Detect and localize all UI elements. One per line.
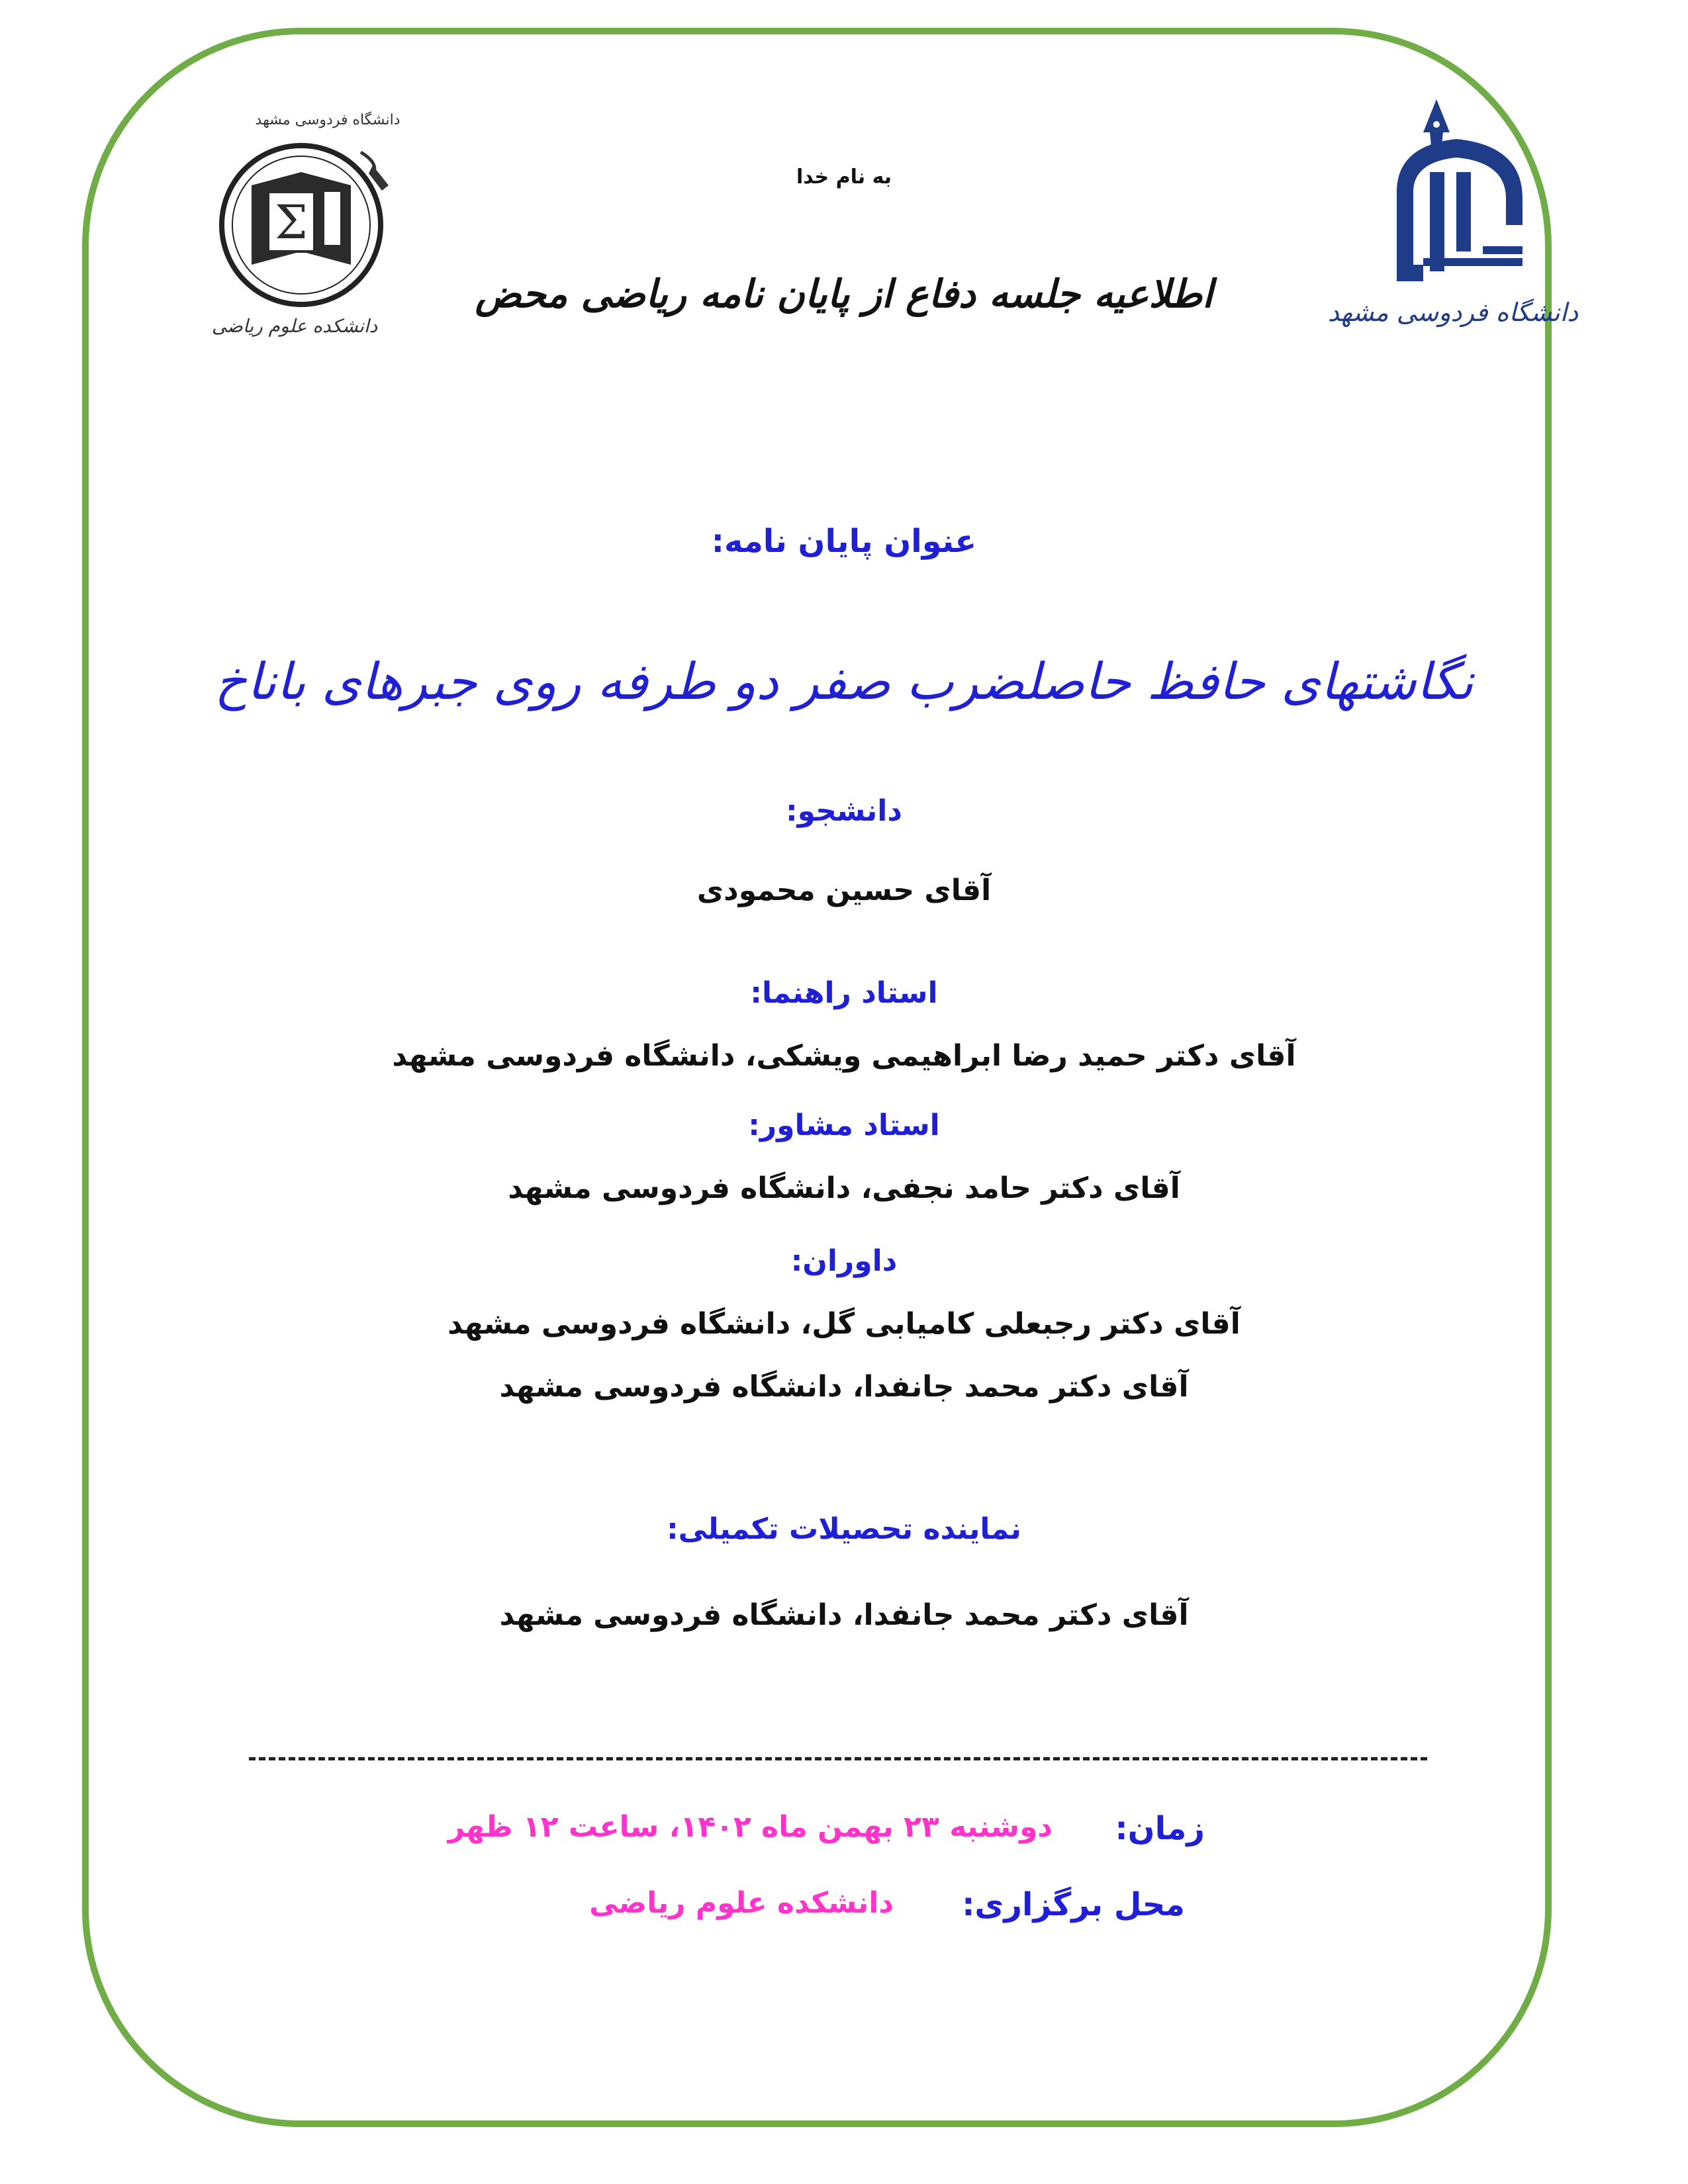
svg-text:دانشکده علوم ریاضی: دانشکده علوم ریاضی bbox=[211, 315, 378, 337]
basmala: به نام خدا bbox=[796, 165, 892, 189]
svg-text:دانشگاه فردوسی مشهد: دانشگاه فردوسی مشهد bbox=[255, 112, 400, 128]
time-value: دوشنبه ۲۳ بهمن ماه ۱۴۰۲، ساعت ۱۲ ظهر bbox=[447, 1810, 1053, 1844]
student-name: آقای حسین محمودی bbox=[696, 874, 992, 907]
advisor-name: آقای دکتر حامد نجفی، دانشگاه فردوسی مشهد bbox=[508, 1171, 1180, 1205]
thesis-title: نگاشتهای حافظ حاصلضرب صفر دو طرفه روی جبرهای باناخ bbox=[214, 652, 1474, 711]
time-label: زمان: bbox=[1115, 1810, 1205, 1847]
svg-text:Σ: Σ bbox=[275, 195, 308, 250]
referee-name-2: آقای دکتر محمد جانفدا، دانشگاه فردوسی مشهد bbox=[499, 1370, 1189, 1404]
divider bbox=[249, 1757, 1427, 1760]
svg-text:دانشگاه فردوسی مشهد: دانشگاه فردوسی مشهد bbox=[1327, 298, 1579, 327]
advisor-label: استاد مشاور: bbox=[748, 1109, 940, 1142]
representative-name: آقای دکتر محمد جانفدا، دانشگاه فردوسی مشهد bbox=[499, 1598, 1189, 1632]
place-value: دانشکده علوم ریاضی bbox=[589, 1886, 894, 1920]
student-label: دانشجو: bbox=[786, 794, 902, 828]
place-label: محل برگزاری: bbox=[962, 1886, 1185, 1923]
supervisor-name: آقای دکتر حمید رضا ابراهیمی ویشکی، دانشگاه فردوسی مشهد bbox=[392, 1039, 1296, 1073]
representative-label: نماینده تحصیلات تکمیلی: bbox=[667, 1512, 1021, 1546]
referee-name-1: آقای دکتر رجبعلی کامیابی گل، دانشگاه فردوسی مشهد bbox=[447, 1307, 1241, 1341]
announcement-title: اطلاعیه جلسه دفاع از پایان نامه ریاضی محض bbox=[475, 271, 1213, 316]
thesis-title-label: عنوان پایان نامه: bbox=[711, 523, 977, 560]
supervisor-label: استاد راهنما: bbox=[750, 976, 938, 1010]
referees-label: داوران: bbox=[790, 1244, 898, 1278]
